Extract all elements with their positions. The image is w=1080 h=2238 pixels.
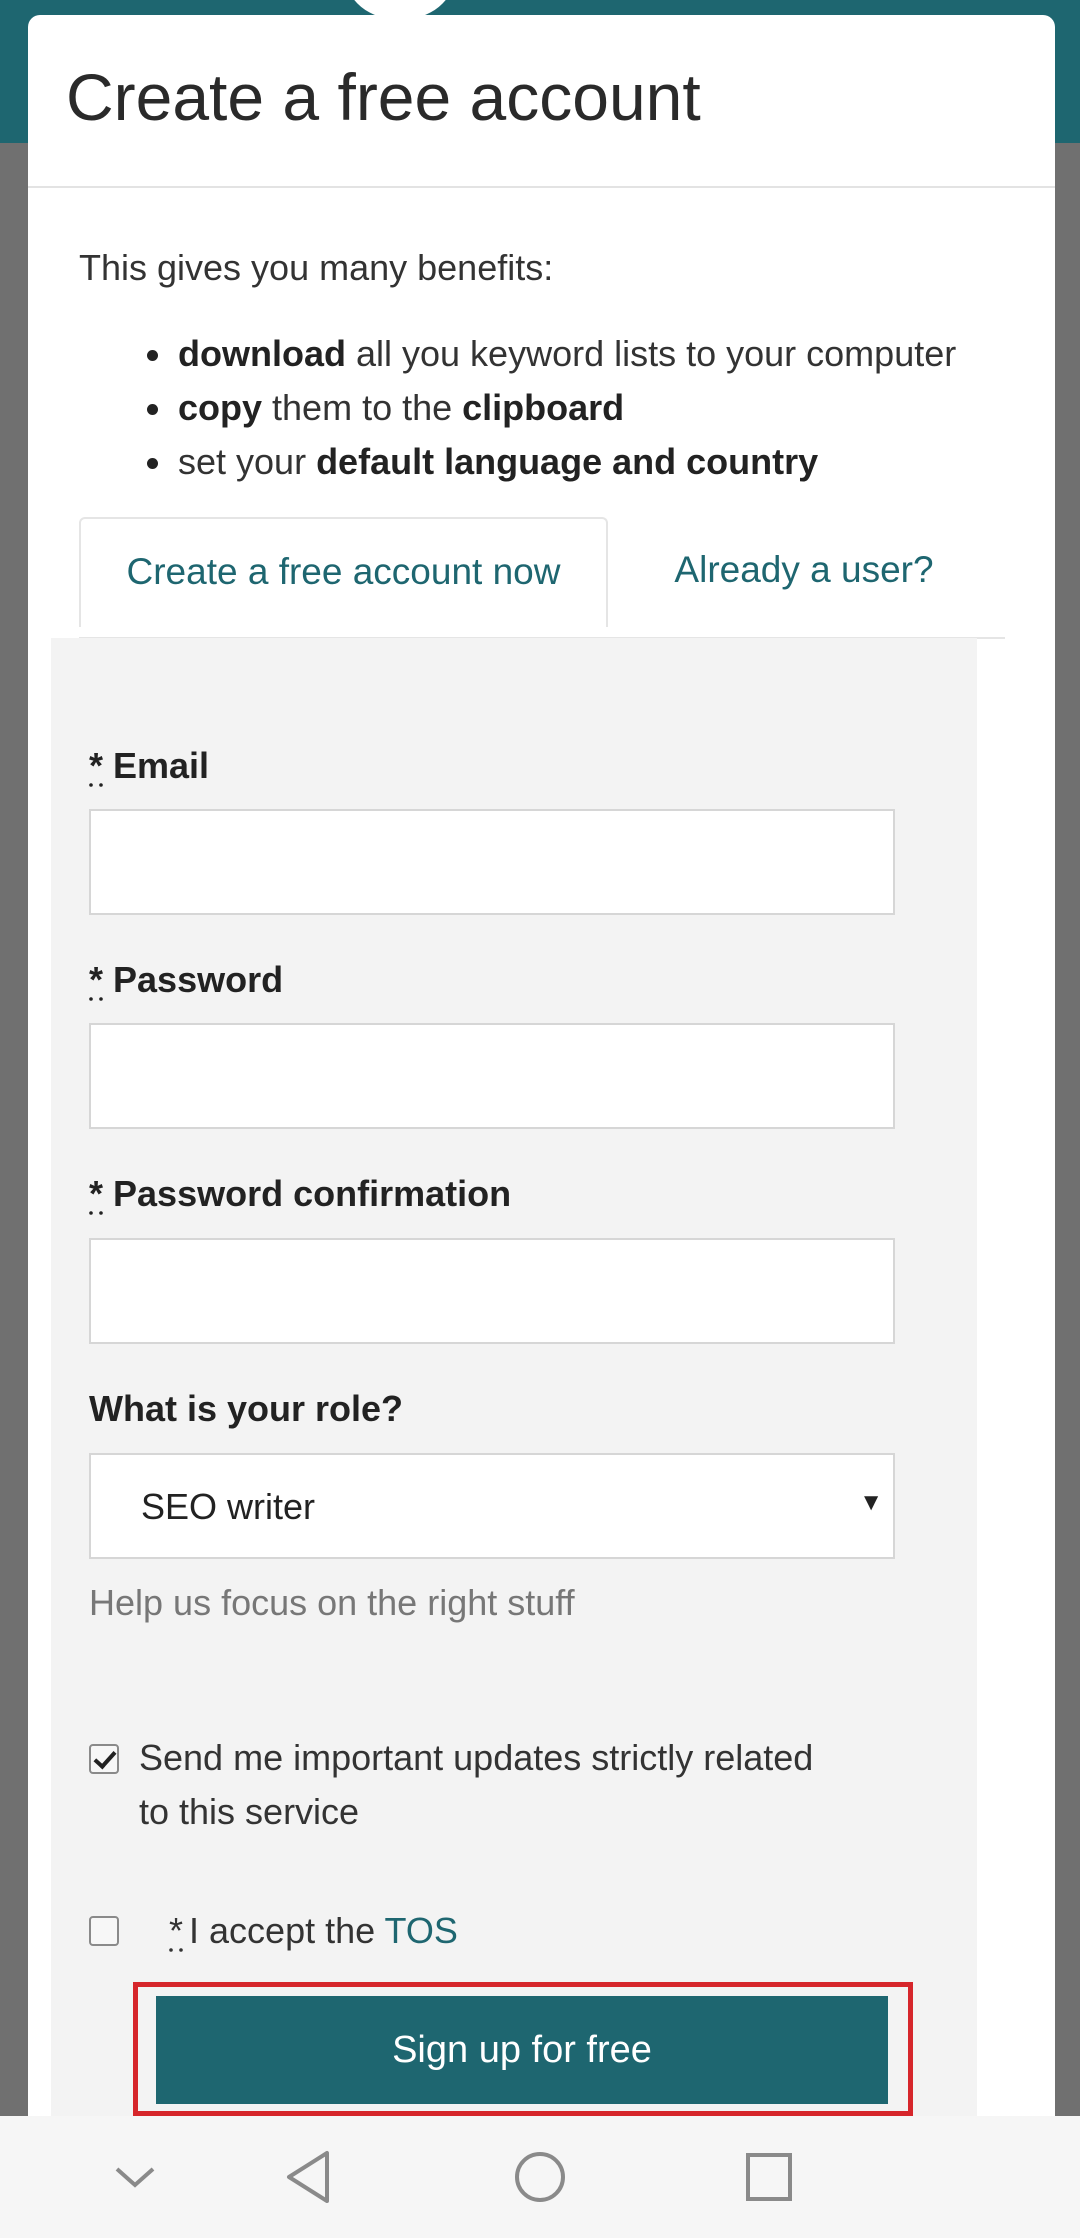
home-icon[interactable] xyxy=(512,2149,568,2210)
benefits-intro: This gives you many benefits: xyxy=(79,247,554,288)
password-confirmation-field[interactable] xyxy=(89,1238,895,1344)
benefit-item: download all you keyword lists to your computer xyxy=(178,327,956,381)
required-mark: * xyxy=(89,959,104,1000)
role-selected-value: SEO writer xyxy=(141,1486,316,1527)
system-nav-bar xyxy=(0,2116,1080,2238)
tos-checkbox-label: * I accept the TOS xyxy=(169,1910,458,1951)
password-label: * Password xyxy=(89,959,284,1000)
required-mark: * xyxy=(89,745,104,786)
modal-title: Create a free account xyxy=(66,60,701,134)
password-field[interactable] xyxy=(89,1023,895,1129)
role-label: What is your role? xyxy=(89,1388,404,1429)
updates-checkbox-label: Send me important updates strictly related to this service xyxy=(139,1737,814,1832)
updates-checkbox[interactable] xyxy=(89,1744,119,1774)
back-icon[interactable] xyxy=(283,2149,333,2210)
benefits-list xyxy=(178,327,956,489)
sign-up-button[interactable]: Sign up for free xyxy=(156,1996,888,2104)
tab-already-user[interactable]: Already a user? xyxy=(674,549,934,590)
title-divider xyxy=(28,186,1055,188)
email-label: * Email xyxy=(89,745,210,786)
email-field[interactable] xyxy=(89,809,895,915)
role-select[interactable] xyxy=(89,1453,895,1559)
chevron-down-icon[interactable] xyxy=(112,2149,158,2210)
role-help-text: Help us focus on the right stuff xyxy=(89,1582,575,1623)
dropdown-arrow-icon: ▼ xyxy=(859,1489,883,1516)
tab-create-account[interactable]: Create a free account now xyxy=(79,517,608,627)
required-mark: * xyxy=(89,1173,104,1214)
password-confirmation-label: * Password confirmation xyxy=(89,1173,512,1214)
tos-link[interactable]: TOS xyxy=(384,1910,458,1951)
tos-checkbox[interactable] xyxy=(89,1916,119,1946)
benefit-item: set your default language and country xyxy=(178,435,956,489)
account-tabs xyxy=(79,517,1005,639)
benefit-item: copy them to the clipboard xyxy=(178,381,956,435)
recents-icon[interactable] xyxy=(744,2149,794,2210)
required-mark: * xyxy=(169,1910,184,1951)
